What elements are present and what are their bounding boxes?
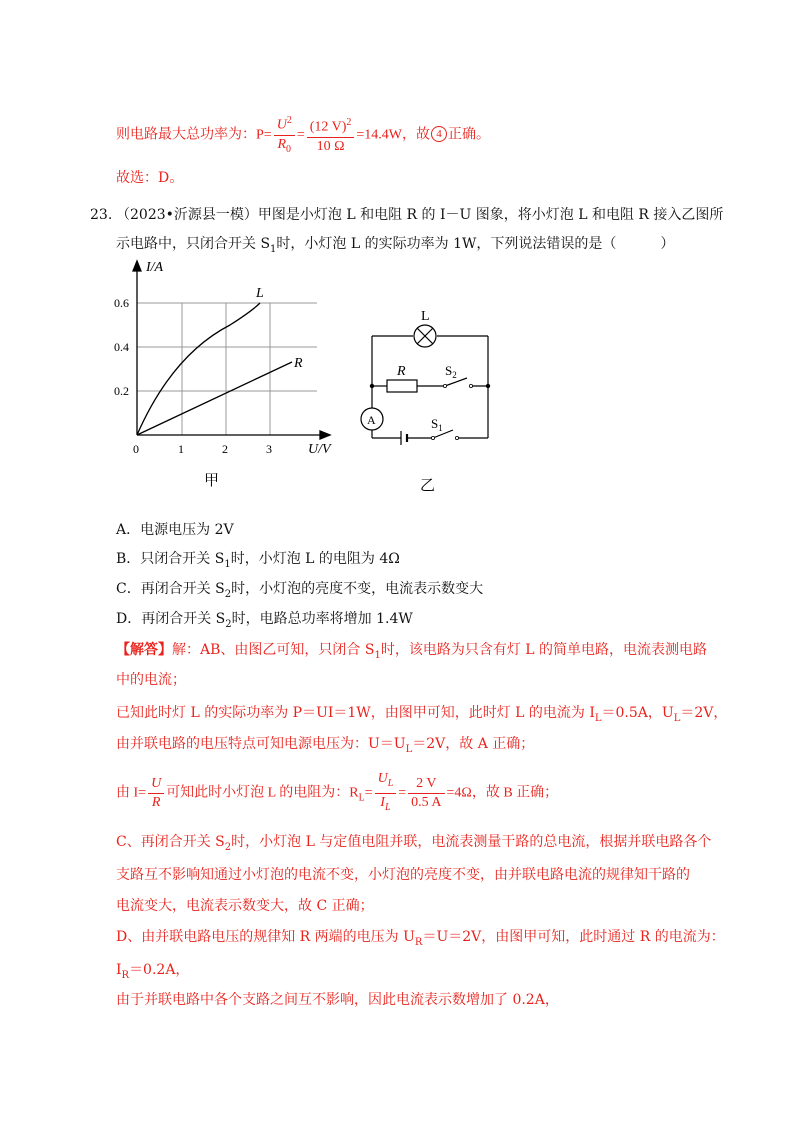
x-tick-2: 2 [222,442,228,456]
y-axis-label: I/A [146,260,164,275]
final-choice: 故选：D。 [116,170,184,186]
power-fraction: $\frac{U^2}{R_0}$ [274,112,295,158]
lamp-label: L [421,309,430,324]
option-d: D．再闭合开关 $S_2$时，电路总功率将增加 1.4W [116,611,413,630]
option-c: C．再闭合开关 $S_2$时，小灯泡的亮度不变，电流表示数变大 [116,581,484,600]
graph-caption: 甲 [204,473,220,489]
answer-line-1: 【解答】解：AB、由图乙可知，只闭合 $S_1$时，该电路为只含有灯 L 的简单电路，电流表测电路 [116,642,708,661]
answer-line-6: C、再闭合开关 $S_2$时，小灯泡 L 与定值电阻并联，电流表测量干路的总电流，根据并联电路各个 [116,834,712,853]
question-number: 23. [90,207,113,223]
answer-line-10: $I_R=0.2A$， [116,962,190,981]
switch1-label: $S_1$ [431,416,443,433]
resistor-label: R [397,364,406,379]
answer-line-5: 由 I= $\frac{U}{R}$ 可知此时小灯泡 L 的电阻为：$R_L=$ $\frac{U_L}{I_L}$ = $\frac{2 V}{0.5 A}$ =4Ω，故 B 正确； [116,771,559,813]
answer-line-3: 已知此时灯 L 的实际功率为 P＝UI＝1W，由图甲可知，此时灯 L 的电流为 $I_L=0.5A$，$U_L=2V$， [116,705,728,724]
answer-tag: 【解答】 [116,642,172,658]
answer-line-7: 支路互不影响知通过小灯泡的电流不变，小灯泡的亮度不变，由并联电路电流的规律知干路的 [116,867,690,883]
answer-line-11: 由于并联电路中各个支路之间互不影响，因此电流表示数增加了 0.2A， [116,992,559,1008]
ammeter-label: A [367,413,376,427]
answer-line-8: 电流变大，电流表示数变大，故 C 正确； [116,898,374,914]
answer-line-4: 由并联电路的电压特点可知电源电压为：$U=U_L=2V$，故 A 正确； [116,736,535,755]
power-result: =14.4W，故 [356,127,431,143]
y-tick-0-6: 0.6 [114,296,129,310]
circuit-diagram [355,300,515,500]
answer-line-2: 中的电流； [116,672,186,688]
question-stem-line2: 示电路中，只闭合开关 $S_1$时，小灯泡 L 的实际功率为 1W，下列说法错误的是（ ） [116,236,675,255]
curve-lamp [137,303,260,435]
option-b: B．只闭合开关 $S_1$时，小灯泡 L 的电阻为 4Ω [116,551,400,570]
x-tick-3: 3 [266,442,272,456]
curve-resistor [137,362,292,435]
power-formula-line: 则电路最大总功率为：P= $\frac{U^2}{R_0}$ = $\frac{(12 V)^2}{10 \Omega}$ =14.4W，故 4 正确。 [116,112,490,158]
x-axis-label: U/V [308,442,331,457]
option-a: A．电源电压为 2V [116,522,234,538]
answer-line-9: D、由并联电路电压的规律知 R 两端的电压为 $U_R=U=2V$，由图甲可知，此时通过 R 的电流为： [116,929,725,948]
circuit-caption: 乙 [420,478,436,494]
value-fraction: $\frac{(12 V)^2}{10 \Omega}$ [307,114,355,156]
iu-graph [112,255,352,495]
curve-label-r: R [294,356,303,371]
power-lead: 则电路最大总功率为：P= [116,127,272,143]
question-stem-line1: （2023•沂源县一模）甲图是小灯泡 L 和电阻 R 的 I－U 图象，将小灯泡 L 和电阻 R 接入乙图所 [116,207,724,223]
y-tick-0-2: 0.2 [114,384,129,398]
x-tick-0: 0 [133,442,139,456]
curve-label-l: L [256,286,264,301]
y-tick-0-4: 0.4 [114,340,129,354]
circled-number: 4 [431,126,447,142]
x-tick-1: 1 [178,442,184,456]
switch2-label: $S_2$ [445,363,457,380]
